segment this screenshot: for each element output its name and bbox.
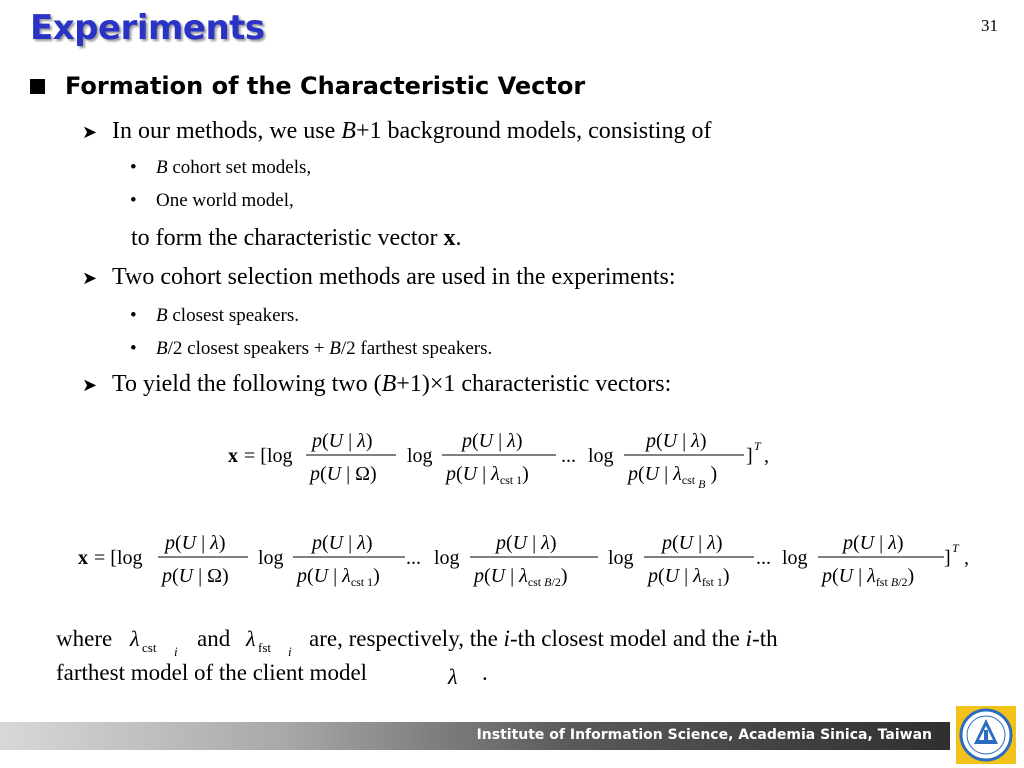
dot-bullet-icon: •	[130, 338, 137, 359]
svg-text:λ: λ	[246, 626, 256, 651]
svg-text:p(U | λcst 1): p(U | $\lambda_{cst 1}$)	[446, 463, 529, 487]
bullet-background-models: ➤ In our methods, we use B+1 background models, consisting of	[82, 118, 712, 144]
svg-text:...: ...	[561, 445, 576, 467]
svg-text:p(U | λcst B/2): p(U | $\lambda_{cst}$ B/2)	[474, 565, 568, 589]
bullet-selection-methods: ➤ Two cohort selection methods are used in the experiments:	[82, 264, 676, 290]
and-word: and	[197, 626, 231, 651]
sub-bullet-world: • One world model,	[130, 190, 294, 211]
dot-bullet-icon: •	[130, 305, 137, 326]
bullet-yield-vectors: ➤ To yield the following two (B+1)×1 characteristic vectors:	[82, 371, 672, 397]
dot-bullet-icon: •	[130, 157, 137, 178]
sub-bullet-cohort: • B cohort set models,	[130, 157, 312, 178]
svg-text:p(U | λ): p(U | λ)	[312, 430, 373, 452]
where-word: where	[56, 626, 113, 651]
svg-text:= [log: = [log	[94, 547, 143, 569]
vector-continuation: to form the characteristic vector x.	[131, 225, 462, 251]
svg-text:]: ]	[944, 547, 951, 569]
svg-text:i: i	[174, 644, 178, 659]
svg-text:p(U | Ω): p(U | Ω)	[310, 463, 377, 485]
svg-text:p(U | λ): p(U | λ)	[462, 430, 523, 452]
sub-bullet-half: • B/2 closest speakers + B/2 farthest speakers.	[130, 338, 493, 359]
where-period: .	[482, 660, 488, 685]
svg-text:p(U | λcst 1): p(U | $\lambda_{cst 1}$)	[297, 565, 380, 589]
arrow-bullet-icon: ➤	[82, 375, 98, 396]
svg-text:log: log	[588, 445, 614, 467]
institution-logo-icon	[956, 706, 1016, 764]
svg-text:fst: fst	[258, 640, 271, 655]
section-heading-text: Formation of the Characteristic Vector	[65, 72, 586, 100]
svg-text:x: x	[228, 445, 238, 467]
svg-text:T: T	[952, 541, 959, 555]
svg-text:log: log	[782, 547, 808, 569]
svg-text:p(U | λfst B/2): p(U | $\lambda_{fst}$ B/2)	[822, 565, 915, 589]
svg-text:]: ]	[746, 445, 753, 467]
svg-text:log: log	[608, 547, 634, 569]
slide-title: Experiments	[30, 8, 265, 48]
where-explanation: are, respectively, the i-th closest model and the i-th	[309, 626, 778, 651]
footer-bar	[0, 722, 950, 750]
sub-bullet-closest: • B closest speakers.	[130, 305, 299, 326]
svg-text:= [log: = [log	[244, 445, 293, 467]
svg-text:p(U | λ): p(U | λ)	[496, 532, 557, 554]
svg-text:...: ...	[406, 547, 421, 569]
footer-institution: Institute of Information Science, Academia Sinica, Taiwan	[476, 727, 932, 743]
svg-text:p(U | λfst 1): p(U | $\lambda_{fst 1}$)	[648, 565, 730, 589]
svg-text:log: log	[407, 445, 433, 467]
arrow-bullet-icon: ➤	[82, 122, 98, 143]
svg-text:i: i	[288, 644, 292, 659]
arrow-bullet-icon: ➤	[82, 268, 98, 289]
svg-text:T: T	[754, 439, 761, 453]
svg-text:λ: λ	[448, 664, 458, 689]
svg-text:cst: cst	[142, 640, 157, 655]
svg-text:log: log	[434, 547, 460, 569]
svg-text:,: ,	[764, 445, 769, 467]
svg-text:p(U | λ): p(U | λ)	[843, 532, 904, 554]
dot-bullet-icon: •	[130, 190, 137, 211]
svg-text:p(U | λcst B ): p(U | $\lambda_{cst}$ $_B$ )	[628, 463, 718, 491]
svg-text:p(U | λ): p(U | λ)	[646, 430, 707, 452]
page-number: 31	[981, 16, 998, 35]
svg-text:log: log	[258, 547, 284, 569]
svg-text:p(U | λ): p(U | λ)	[662, 532, 723, 554]
svg-text:x: x	[78, 547, 88, 569]
svg-text:p(U | λ): p(U | λ)	[165, 532, 226, 554]
svg-text:,: ,	[964, 547, 969, 569]
svg-text:...: ...	[756, 547, 771, 569]
svg-text:λ: λ	[130, 626, 140, 651]
svg-text:p(U | λ): p(U | λ)	[312, 532, 373, 554]
where-line-2: farthest model of the client model	[56, 660, 368, 685]
svg-text:p(U | Ω): p(U | Ω)	[162, 565, 229, 587]
